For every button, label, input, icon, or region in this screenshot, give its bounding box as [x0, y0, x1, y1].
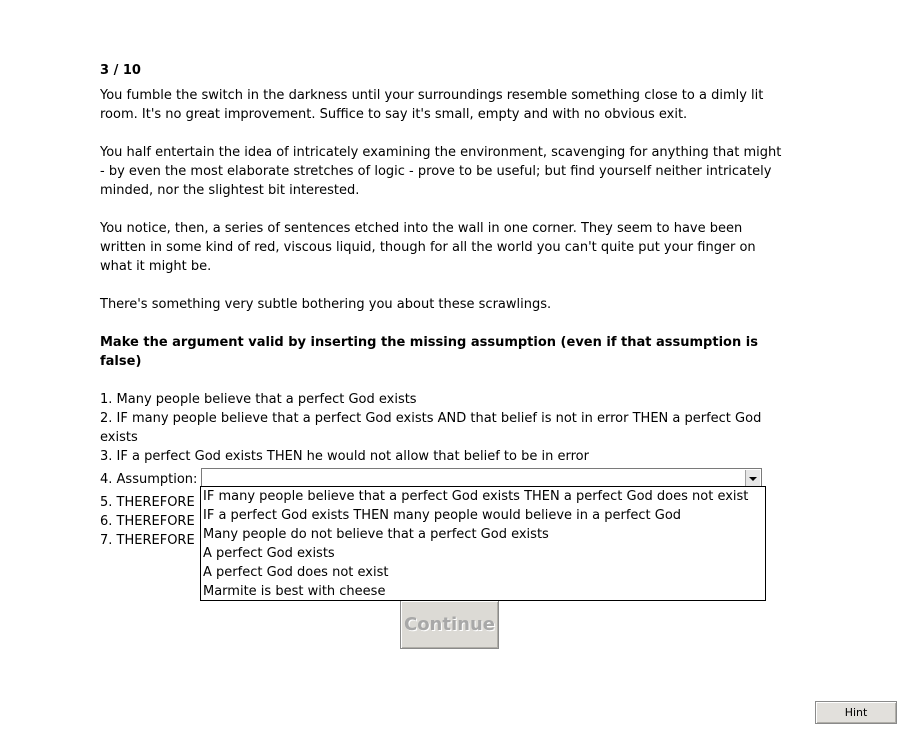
instruction-text: Make the argument valid by inserting the missing assumption (even if that assumption is false)	[100, 335, 758, 369]
premise-1: 1. Many people believe that a perfect God exists	[100, 392, 417, 407]
continue-button[interactable]: Continue	[400, 600, 499, 649]
option-1[interactable]: IF many people believe that a perfect God exists THEN a perfect God does not exist	[203, 489, 749, 504]
conclusion-6: 6. THEREFORE	[100, 514, 195, 529]
progress-counter: 3 / 10	[100, 63, 141, 78]
option-2[interactable]: IF a perfect God exists THEN many people would believe in a perfect God	[203, 508, 682, 523]
assumption-options-list	[200, 486, 766, 601]
assumption-label: 4. Assumption:	[100, 472, 198, 487]
option-4[interactable]: A perfect God exists	[203, 546, 335, 561]
option-3[interactable]: Many people do not believe that a perfect God exists	[203, 527, 549, 542]
option-5[interactable]: A perfect God does not exist	[203, 565, 389, 580]
story-paragraph-3: You notice, then, a series of sentences etched into the wall in one corner. They seem to have been written in some kind of red, viscous liquid, though for all the world you can't quite put your finger on what it might be.	[100, 221, 756, 274]
conclusion-5: 5. THEREFORE	[100, 495, 195, 510]
premise-3: 3. IF a perfect God exists THEN he would not allow that belief to be in error	[100, 449, 589, 464]
story-paragraph-1: You fumble the switch in the darkness until your surroundings resemble something close to a dimly lit room. It's no great improvement. Suffice to say it's small, empty and with no obvious exit.	[100, 88, 764, 122]
story-paragraph-4: There's something very subtle bothering you about these scrawlings.	[100, 297, 552, 312]
premise-2: 2. IF many people believe that a perfect God exists AND that belief is not in error THEN a perfect God exists	[100, 411, 762, 445]
puzzle-content	[100, 61, 790, 550]
hint-button[interactable]: Hint	[815, 701, 897, 724]
conclusion-7: 7. THEREFORE	[100, 533, 195, 548]
option-6[interactable]: Marmite is best with cheese	[203, 584, 386, 599]
story-paragraph-2: You half entertain the idea of intricately examining the environment, scavenging for anything that might - by even the most elaborate stretches of logic - prove to be useful; but find yourself neither intricately minded, nor the slightest bit interested.	[100, 145, 782, 198]
